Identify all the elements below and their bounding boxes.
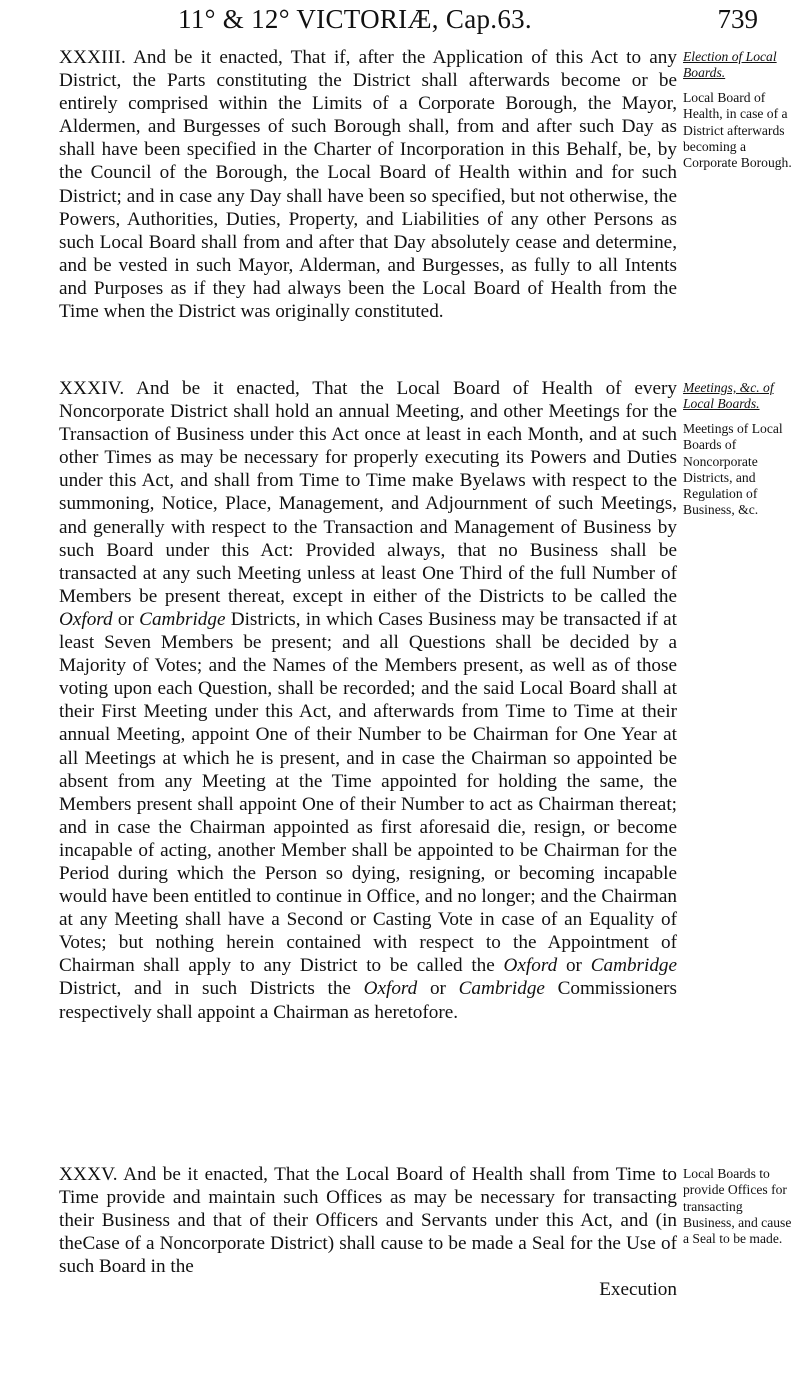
margin-note: Meetings of Local Boards of Noncorporate Districts, and Regulation of Business, &c. bbox=[683, 421, 783, 518]
section-text-part-2: Districts, in which Cases Business may be transacted if at least Seven Members be present; and all Questions shall be decided by a Majority of Votes; and the Names of the Members present, as well as of those voting upon each Question, shall be recorded; and the said Local Board shall at their First Meeting under this Act, and afterwards from Time to Time at their annual Meeting, appoint One of their Number to be Chairman for One Year at all Meetings at which he is present, and in case the Chairman so appointed be absent from any Meeting at the Time appointed for holding the same, the Members present shall appoint One of their Number to act as Chairman thereat; and in case the Chairman appointed as first aforesaid die, resign, or become incapable of acting, another Member shall be appointed to be Chairman for the Period during which the Person so dying, resigning, or becoming incapable would have been entitled to continue in Office, and no longer; and the Chairman at any Meeting shall have a Second or Casting Vote in case of an Equality of Votes; but nothing herein contained with respect to the Appointment of Chairman shall apply to any District to be called the bbox=[59, 608, 678, 977]
section-xxxiv bbox=[59, 377, 677, 1024]
conjunction: or bbox=[117, 608, 134, 630]
catchword-line bbox=[59, 1278, 677, 1301]
margin-note: Local Board of Health, in case of a District afterwards becoming a Corporate Borough. bbox=[683, 90, 792, 171]
district-name-oxford: Oxford bbox=[59, 608, 113, 630]
district-name-cambridge: Cambridge bbox=[139, 608, 226, 630]
section-text-part-1: And be it enacted, That the Local Board of Health of every Noncorporate District shall hold an annual Meeting, and other Meetings for the Transaction of Business under this Act once at least in each Month, and at such other Times as may be necessary for properly executing its Powers and Duties under this Act, and shall from Time to Time make Byelaws with respect to the summoning, Notice, Place, Management, and Adjournment of such Meetings, and generally with respect to the Transaction and Management of Business by such Board under this Act: Provided always, that no Business shall be transacted at any such Meeting unless at least One Third of the full Number of Members be present thereat, except in either of the Districts to be called the bbox=[59, 378, 677, 607]
section-number: XXXV. bbox=[59, 1164, 118, 1185]
margin-heading-election bbox=[683, 49, 795, 82]
section-xxxv-body bbox=[59, 1163, 677, 1278]
section-text: And be it enacted, That if, after the Application of this Act to any District, the Parts constituting the District shall afterwards become or be entirely comprised within the Limits of a Corporate Borough, the Mayor, Aldermen, and Burgesses of such Borough shall, from and after such Day as shall have been specified in the Charter of Incorporation in this Behalf, be, by the Council of the Borough, the Local Board of Health within and for such District; and in case any Day shall have been so specified, but not otherwise, the Powers, Authorities, Duties, Property, and Liabilities of any other Persons as such Local Board shall from and after that Day absolutely cease and determine, and be vested in such Mayor, Alderman, and Burgesses, as fully to all Intents and Purposes as if they had always been the Local Board of Health from the Time when the District was originally constituted. bbox=[59, 47, 677, 323]
section-number: XXXIII. bbox=[59, 47, 126, 68]
margin-note-xxxv bbox=[683, 1166, 795, 1247]
section-xxxiii bbox=[59, 46, 677, 323]
section-xxxiv-body bbox=[59, 377, 677, 1024]
section-text: And be it enacted, That the Local Board of Health shall from Time to Time provide and maintain such Offices as may be necessary for transacting their Business and that of their Officers and Servants under this Act, and (in theCase of a Noncorporate District) shall cause to be made a Seal for the Use of such Board in the bbox=[59, 1164, 677, 1278]
margin-heading: Election of Local Boards. bbox=[683, 49, 777, 81]
section-text-part-3: District, and in such Districts the bbox=[59, 978, 351, 1000]
margin-note-xxxiii bbox=[683, 90, 795, 171]
page-header bbox=[0, 4, 800, 38]
margin-heading: Meetings, &c. of Local Boards. bbox=[683, 380, 774, 412]
section-number: XXXIV. bbox=[59, 378, 125, 399]
conjunction: or bbox=[429, 978, 446, 1000]
margin-note-xxxiv bbox=[683, 421, 795, 519]
section-xxxiii-body bbox=[59, 46, 677, 323]
district-name-oxford: Oxford bbox=[363, 978, 418, 1000]
district-name-oxford: Oxford bbox=[503, 955, 558, 977]
page-number: 739 bbox=[717, 4, 758, 34]
margin-heading-meetings bbox=[683, 380, 795, 413]
conjunction: or bbox=[565, 955, 582, 977]
section-xxxv bbox=[59, 1163, 677, 1302]
running-title: 11° & 12° VICTORIÆ, Cap.63. bbox=[178, 4, 532, 34]
section-text-part-4: Commissioners respectively shall appoint a Chairman as heretofore. bbox=[59, 978, 678, 1023]
margin-note: Local Boards to provide Offices for transacting Business, and cause a Seal to be made. bbox=[683, 1166, 792, 1247]
district-name-cambridge: Cambridge bbox=[590, 955, 678, 977]
catchword: Execution bbox=[599, 1279, 677, 1301]
district-name-cambridge: Cambridge bbox=[458, 978, 545, 1000]
